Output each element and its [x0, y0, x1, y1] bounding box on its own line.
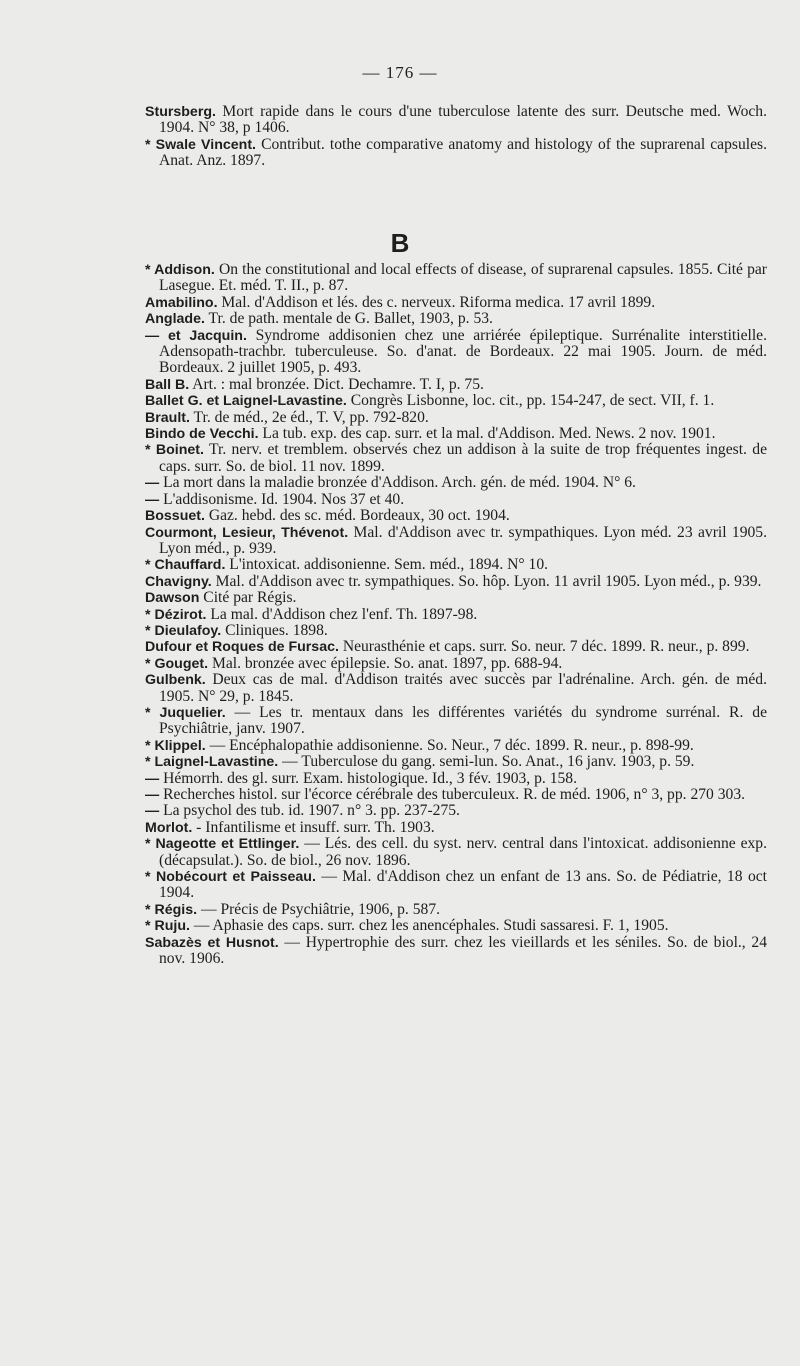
entry-author: Anglade.	[145, 311, 205, 328]
bibliography-list	[145, 262, 767, 967]
bibliography-entry	[145, 574, 767, 590]
entry-text: La mal. d'Addison chez l'enf. Th. 1897-98.	[206, 605, 478, 623]
entry-text: - Infantilisme et insuff. surr. Th. 1903.	[192, 818, 435, 836]
entry-text: Hémorrh. des gl. surr. Exam. histologique. Id., 3 fév. 1903, p. 158.	[159, 769, 577, 787]
entry-author: Amabilino.	[145, 294, 218, 311]
entry-text: Gaz. hebd. des sc. méd. Bordeaux, 30 oct. 1904.	[204, 507, 510, 525]
bibliography-entry	[145, 771, 767, 787]
entry-text: L'intoxicat. addisonienne. Sem. méd., 1894. N° 10.	[225, 556, 549, 574]
entry-author: * Nageotte et Ettlinger.	[145, 836, 300, 853]
entry-text: Tr. de path. mentale de G. Ballet, 1903, p. 53.	[204, 310, 493, 328]
bibliography-entry	[145, 656, 767, 672]
entry-text: Recherches histol. sur l'écorce cérébrale des tuberculeux. R. de méd. 1906, n° 3, pp. 270 303.	[159, 786, 746, 803]
bibliography-entry	[145, 295, 767, 311]
entry-author: * Dieulafoy.	[145, 622, 222, 639]
entry-text: — Les tr. mentaux dans les différentes variétés du syndrome surrénal. R. de Psychiâtrie, janv. 1907.	[159, 703, 767, 738]
bibliography-entry	[145, 393, 767, 409]
bibliography-entry	[145, 377, 767, 393]
entry-text: — Hypertrophie des surr. chez les vieillards et les séniles. So. de biol., 24 nov. 1906.	[159, 933, 767, 968]
entry-text: La psychol des tub. id. 1907. n° 3. pp. 237-275.	[159, 802, 460, 820]
bibliography-entry	[145, 836, 767, 869]
entry-author: —	[145, 803, 160, 820]
entry-author: * Boinet.	[145, 442, 204, 459]
entry-text: Deux cas de mal. d'Addison traités avec succès par l'adrénaline. Arch. gén. de méd. 1905. N° 29, p. 1845.	[159, 671, 767, 705]
bibliography-entry	[145, 328, 767, 377]
entry-author: Sabazès et Husnot.	[145, 934, 279, 951]
entry-text: — Précis de Psychiâtrie, 1906, p. 587.	[197, 900, 441, 918]
bibliography-entry	[145, 869, 767, 902]
entry-text: — Lés. des cell. du syst. nerv. central dans l'intoxicat. addisonienne exp. (décapsulat.). So. de biol., 26 nov. 1896.	[159, 835, 767, 869]
entry-text: La tub. exp. des cap. surr. et la mal. d'Addison. Med. News. 2 nov. 1901.	[258, 425, 716, 443]
bibliography-entry	[145, 787, 767, 803]
bibliography-entry	[145, 426, 767, 442]
entry-text: Mal. d'Addison et lés. des c. nerveux. Riforma medica. 17 avril 1899.	[217, 293, 656, 311]
bibliography-entry	[145, 672, 767, 705]
entry-author: * Gouget.	[145, 655, 209, 672]
bibliography-entry	[145, 442, 767, 475]
entry-text: Mal. d'Addison avec tr. sympathiques. Lyon méd. 23 avril 1905. Lyon méd., p. 939.	[159, 523, 767, 557]
entry-author: * Régis.	[145, 901, 198, 918]
entry-author: Bindo de Vecchi.	[145, 426, 259, 443]
bibliography-entry	[145, 590, 767, 606]
entry-text: — Aphasie des caps. surr. chez les anencéphales. Studi sassaresi. F. 1, 1905.	[189, 917, 669, 935]
entry-text: Cité par Régis.	[199, 589, 297, 607]
entry-text: La mort dans la maladie bronzée d'Addison. Arch. gén. de méd. 1904. N° 6.	[159, 474, 636, 492]
entry-text: L'addisonisme. Id. 1904. Nos 37 et 40.	[159, 490, 405, 508]
bibliography-entry	[145, 738, 767, 754]
entry-author: Ballet G. et Laignel-Lavastine.	[145, 393, 347, 410]
entry-author: —	[145, 491, 160, 508]
bibliography-entry	[145, 820, 767, 836]
entry-author: —	[145, 475, 160, 492]
entry-author: Stursberg.	[145, 104, 216, 120]
entry-author: Ball B.	[145, 376, 190, 393]
bibliography-entry	[145, 705, 767, 738]
section-heading: B	[390, 228, 410, 258]
bibliography-entry	[145, 475, 767, 491]
bibliography-entry	[145, 639, 767, 655]
entry-author: Chavigny.	[145, 573, 212, 590]
entry-author: * Nobécourt et Paisseau.	[145, 869, 316, 886]
entry-text: Art. : mal bronzée. Dict. Dechamre. T. I, p. 75.	[189, 375, 484, 393]
entry-author: * Juquelier.	[145, 704, 226, 721]
entry-author: * Laignel-Lavastine.	[145, 754, 279, 771]
entry-author: Morlot.	[145, 819, 193, 836]
entry-text: — Mal. d'Addison chez un enfant de 13 ans. So. de Pédiatrie, 18 oct 1904.	[159, 868, 767, 902]
entry-text: Tr. de méd., 2e éd., T. V, pp. 792-820.	[189, 408, 429, 426]
entry-author: * Addison.	[145, 262, 215, 278]
entry-author: —	[145, 787, 160, 803]
bibliography-entry	[145, 557, 767, 573]
page-number: — 176 —	[362, 63, 438, 82]
top-entries	[145, 104, 767, 170]
entry-text: Congrès Lisbonne, loc. cit., pp. 154-247, de sect. VII, f. 1.	[346, 392, 715, 410]
entry-author: * Swale Vincent.	[145, 136, 256, 153]
entry-author: Bossuet.	[145, 508, 205, 525]
entry-author: * Chauffard.	[145, 557, 226, 574]
bibliography-entry	[145, 104, 767, 137]
bibliography-entry	[145, 492, 767, 508]
bibliography-entry	[145, 754, 767, 770]
entry-text: Contribut. tothe comparative anatomy and histology of the suprarenal capsules. Anat. Anz. 1897.	[159, 135, 767, 170]
entry-text: Mort rapide dans le cours d'une tuberculose latente des surr. Deutsche med. Woch. 1904. N° 38, p 1406.	[159, 103, 767, 137]
entry-text: On the constitutional and local effects of disease, of suprarenal capsules. 1855. Cité par Lasegue. Et. méd. T. II., p. 87.	[159, 261, 767, 295]
entry-author: Dawson	[145, 590, 200, 607]
bibliography-entry	[145, 607, 767, 623]
entry-author: Dufour et Roques de Fursac.	[145, 639, 339, 656]
entry-author: —	[145, 770, 160, 787]
bibliography-entry	[145, 410, 767, 426]
bibliography-entry	[145, 902, 767, 918]
bibliography-entry	[145, 918, 767, 934]
entry-author: Courmont, Lesieur, Thévenot.	[145, 524, 349, 541]
entry-text: Mal. d'Addison avec tr. sympathiques. So. hôp. Lyon. 11 avril 1905. Lyon méd., p. 939.	[211, 572, 762, 590]
entry-author: Brault.	[145, 409, 190, 426]
entry-text: — Tuberculose du gang. semi-lun. So. Anat., 16 janv. 1903, p. 59.	[278, 753, 695, 771]
entry-text: Syndrome addisonien chez une arriérée épileptique. Surrénalite interstitielle. Adensopath-trachbr. tuberculeuse. So. d'anat. de Bordeaux. 22 mai 1905. Journ. de méd. Bordeaux. 2 juillet 1905, p. 493.	[159, 326, 767, 377]
entry-text: Cliniques. 1898.	[221, 621, 328, 639]
bibliography-entry	[145, 525, 767, 558]
entry-author: — et Jacquin.	[145, 327, 247, 344]
bibliography-entry	[145, 137, 767, 170]
bibliography-entry	[145, 623, 767, 639]
entry-author: Gulbenk.	[145, 672, 206, 689]
bibliography-entry	[145, 262, 767, 295]
bibliography-entry	[145, 935, 767, 968]
entry-author: * Ruju.	[145, 918, 190, 935]
entry-text: — Encéphalopathie addisonienne. So. Neur., 7 déc. 1899. R. neur., p. 898-99.	[205, 736, 694, 754]
entry-text: Neurasthénie et caps. surr. So. neur. 7 déc. 1899. R. neur., p. 899.	[338, 638, 750, 656]
entry-author: * Klippel.	[145, 737, 206, 754]
entry-text: Mal. bronzée avec épilepsie. So. anat. 1897, pp. 688-94.	[208, 654, 563, 672]
bibliography-entry	[145, 803, 767, 819]
entry-author: * Dézirot.	[145, 606, 207, 623]
entry-text: Tr. nerv. et tremblem. observés chez un addison à la suite de trop fréquentes ingest. de caps. surr. So. de biol. 11 nov. 1899.	[159, 441, 767, 475]
bibliography-entry	[145, 311, 767, 327]
bibliography-entry	[145, 508, 767, 524]
